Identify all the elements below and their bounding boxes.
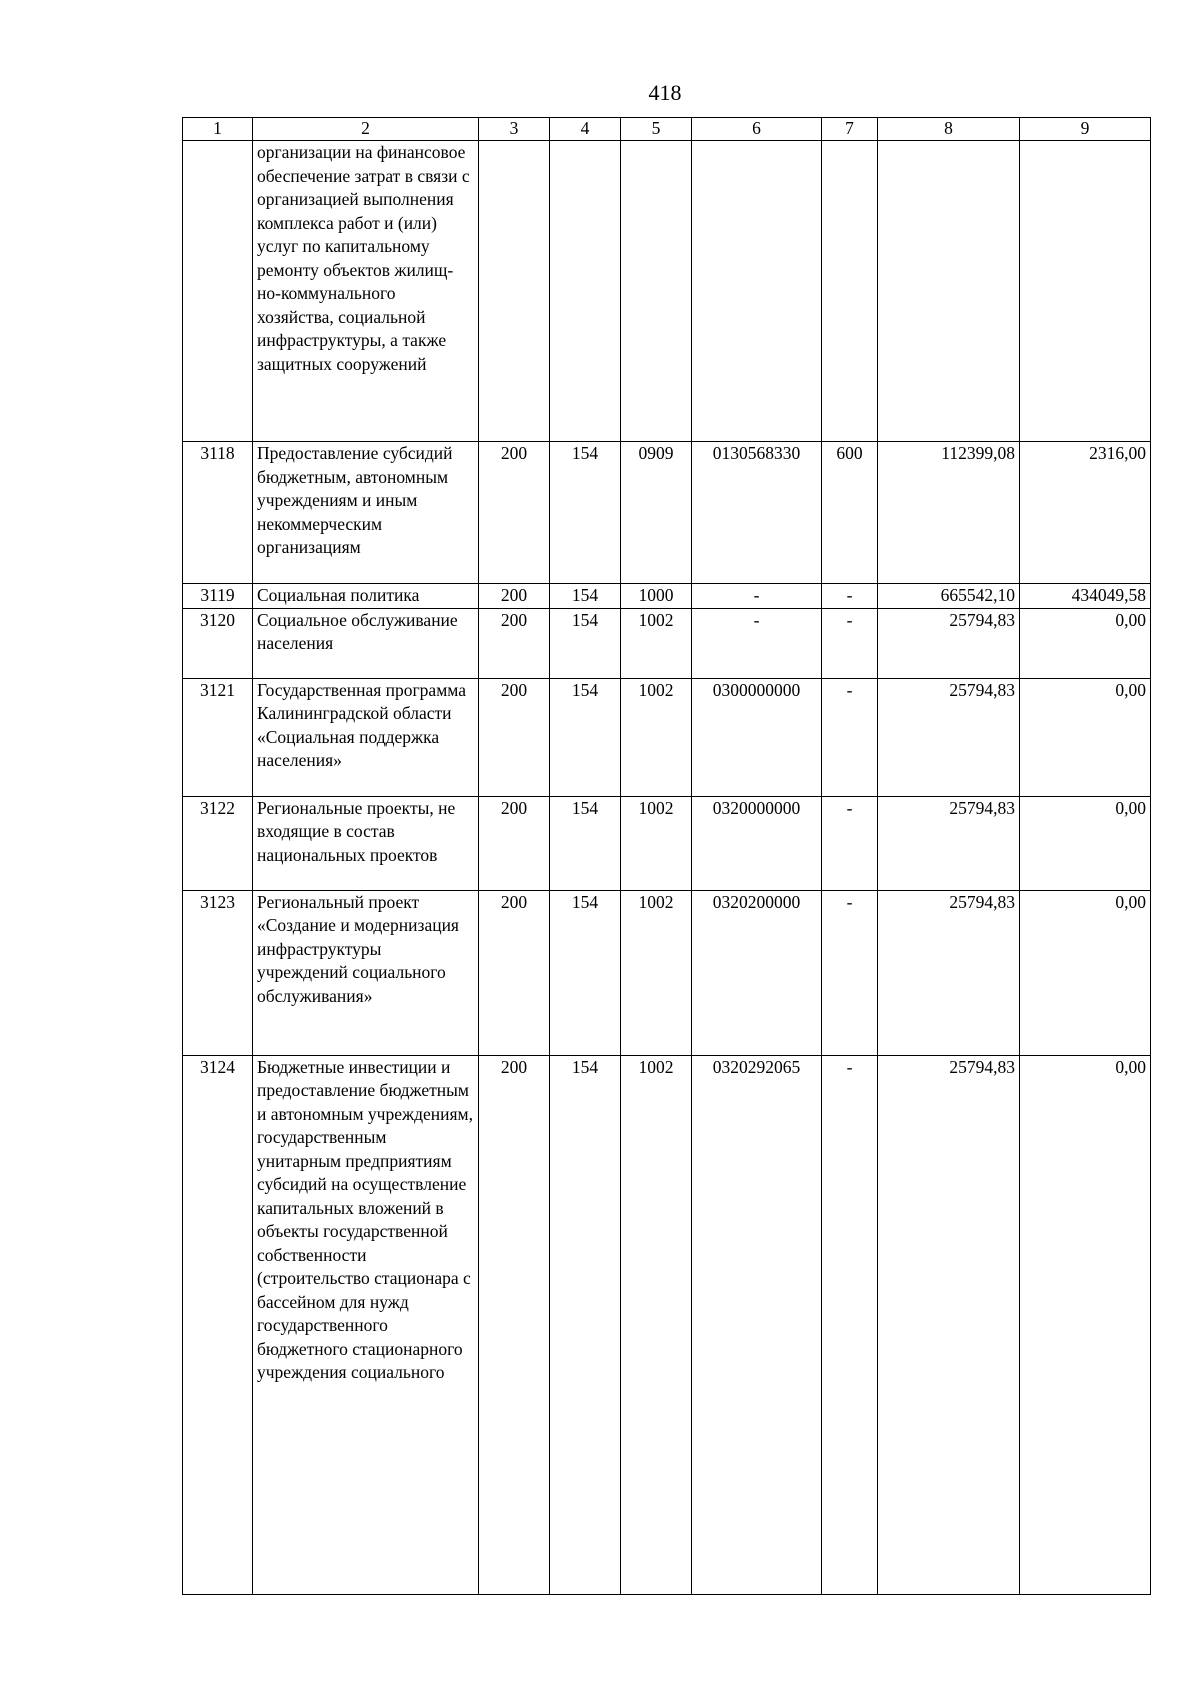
cell-col4: 154 — [550, 678, 621, 796]
header-cell: 5 — [621, 118, 692, 141]
cell-col5: 0909 — [621, 442, 692, 584]
cell-col9: 0,00 — [1020, 890, 1151, 1055]
table-row — [183, 678, 1151, 796]
header-cell: 8 — [878, 118, 1020, 141]
cell-col6: 0320000000 — [692, 796, 822, 890]
cell-col5: 1002 — [621, 678, 692, 796]
item-name: Региональный проект «Создание и модернизация инфраструктуры учреждений социального обслуживания» — [253, 890, 479, 1055]
header-cell: 3 — [479, 118, 550, 141]
cell-col7: - — [822, 584, 878, 609]
cell-col8: 25794,83 — [878, 796, 1020, 890]
cell-col7: - — [822, 796, 878, 890]
row-number: 3119 — [183, 584, 253, 609]
budget-table — [182, 117, 1151, 1595]
cell-col9: 2316,00 — [1020, 442, 1151, 584]
cell-col3: 200 — [479, 608, 550, 678]
row-number: 3120 — [183, 608, 253, 678]
cell-col3: 200 — [479, 890, 550, 1055]
item-name: Бюджетные инвестиции и предоставление бюджетным и автономным учреждениям, государственным унитарным предприятиям субсидий на осуществление капитальных вложений в объекты государственной собственности (строительство стационара с бассейном для нужд государственного бюджетного стационарного учреждения социального — [253, 1055, 479, 1594]
row-number: 3122 — [183, 796, 253, 890]
cell-col4 — [550, 141, 621, 442]
cell-col3: 200 — [479, 442, 550, 584]
row-number — [183, 141, 253, 442]
cell-col3: 200 — [479, 1055, 550, 1594]
header-cell: 1 — [183, 118, 253, 141]
table-row — [183, 890, 1151, 1055]
cell-col6: 0320200000 — [692, 890, 822, 1055]
cell-col6: - — [692, 608, 822, 678]
table-row — [183, 442, 1151, 584]
cell-col5: 1002 — [621, 890, 692, 1055]
cell-col7 — [822, 141, 878, 442]
cell-col4: 154 — [550, 584, 621, 609]
cell-col6: 0130568330 — [692, 442, 822, 584]
cell-col8: 25794,83 — [878, 1055, 1020, 1594]
cell-col5: 1002 — [621, 1055, 692, 1594]
row-number: 3121 — [183, 678, 253, 796]
cell-col4: 154 — [550, 796, 621, 890]
cell-col9: 0,00 — [1020, 796, 1151, 890]
cell-col3 — [479, 141, 550, 442]
header-cell: 6 — [692, 118, 822, 141]
cell-col7: - — [822, 608, 878, 678]
table-row — [183, 1055, 1151, 1594]
row-number: 3118 — [183, 442, 253, 584]
row-number: 3123 — [183, 890, 253, 1055]
cell-col4: 154 — [550, 890, 621, 1055]
header-cell: 9 — [1020, 118, 1151, 141]
cell-col7: 600 — [822, 442, 878, 584]
cell-col9: 0,00 — [1020, 678, 1151, 796]
cell-col7: - — [822, 1055, 878, 1594]
table-row — [183, 584, 1151, 609]
cell-col5: 1002 — [621, 608, 692, 678]
cell-col8 — [878, 141, 1020, 442]
page-number: 418 — [648, 80, 682, 105]
cell-col8: 112399,08 — [878, 442, 1020, 584]
table-row — [183, 141, 1151, 442]
table-header-row — [183, 118, 1151, 141]
item-name: Региональные проекты, не входящие в состав национальных проектов — [253, 796, 479, 890]
cell-col7: - — [822, 890, 878, 1055]
cell-col8: 25794,83 — [878, 678, 1020, 796]
cell-col4: 154 — [550, 442, 621, 584]
cell-col7: - — [822, 678, 878, 796]
cell-col8: 665542,10 — [878, 584, 1020, 609]
cell-col6: 0320292065 — [692, 1055, 822, 1594]
cell-col4: 154 — [550, 1055, 621, 1594]
table-row — [183, 608, 1151, 678]
table-row — [183, 796, 1151, 890]
item-name: Социальная политика — [253, 584, 479, 609]
cell-col9 — [1020, 141, 1151, 442]
cell-col3: 200 — [479, 678, 550, 796]
row-number: 3124 — [183, 1055, 253, 1594]
item-name: Предоставление субсидий бюджетным, автономным учреждениям и иным некоммерческим организациям — [253, 442, 479, 584]
cell-col9: 0,00 — [1020, 1055, 1151, 1594]
header-cell: 7 — [822, 118, 878, 141]
header-cell: 2 — [253, 118, 479, 141]
cell-col4: 154 — [550, 608, 621, 678]
header-cell: 4 — [550, 118, 621, 141]
cell-col5 — [621, 141, 692, 442]
item-name: Социальное обслуживание населения — [253, 608, 479, 678]
cell-col6: 0300000000 — [692, 678, 822, 796]
item-name: организации на финансовое обеспечение затрат в связи с организацией выполнения комплекса работ и (или) услуг по капитальному ремонту объектов жилищ-но-коммунального хозяйства, социальной инфраструктуры, а также защитных сооружений — [253, 141, 479, 442]
cell-col6 — [692, 141, 822, 442]
cell-col8: 25794,83 — [878, 608, 1020, 678]
cell-col3: 200 — [479, 796, 550, 890]
cell-col6: - — [692, 584, 822, 609]
cell-col5: 1002 — [621, 796, 692, 890]
cell-col3: 200 — [479, 584, 550, 609]
cell-col8: 25794,83 — [878, 890, 1020, 1055]
cell-col9: 434049,58 — [1020, 584, 1151, 609]
item-name: Государственная программа Калининградской области «Социальная поддержка населения» — [253, 678, 479, 796]
cell-col5: 1000 — [621, 584, 692, 609]
cell-col9: 0,00 — [1020, 608, 1151, 678]
